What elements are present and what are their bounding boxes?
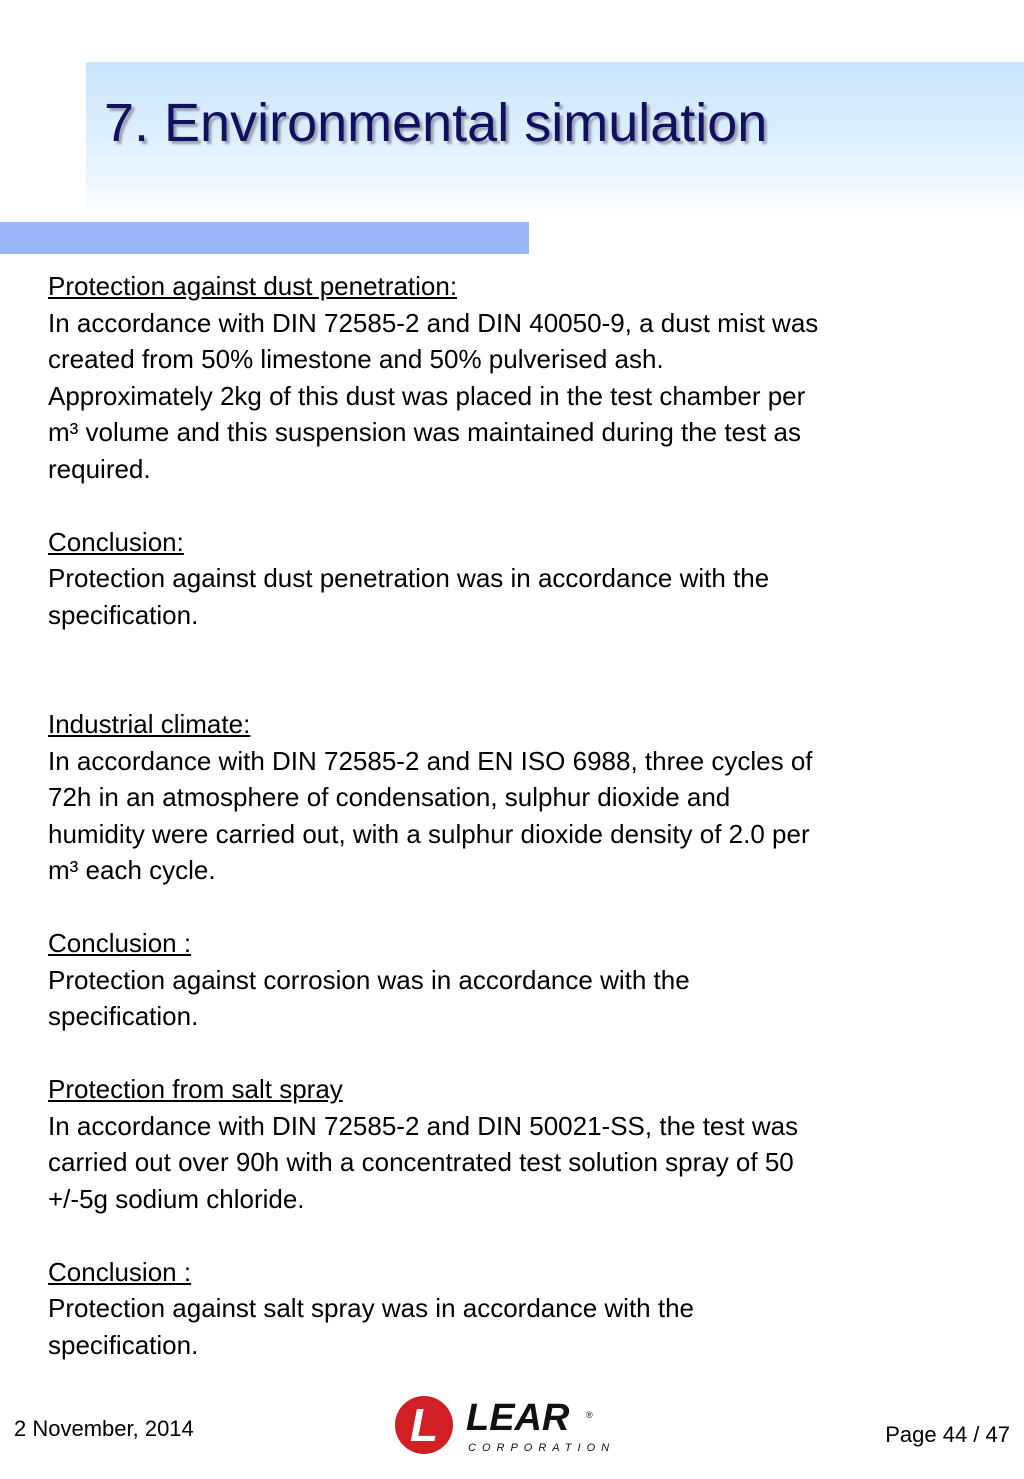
section-heading-conclusion-dust: Conclusion: <box>48 526 184 557</box>
page-number: Page 44 / 47 <box>885 1422 1010 1447</box>
section-heading-conclusion-salt: Conclusion : <box>48 1256 192 1287</box>
body-line: In accordance with DIN 72585-2 and DIN 50021-SS, the test was <box>48 1110 799 1141</box>
page-title: 7. Environmental simulation <box>104 93 768 153</box>
body-line: specification. <box>48 599 199 630</box>
lear-logo-subtext: CORPORATION <box>468 1442 616 1454</box>
body-line: required. <box>48 453 151 484</box>
body-line: created from 50% limestone and 50% pulverised ash. <box>48 344 664 374</box>
spacer <box>48 487 978 524</box>
body-line: 72h in an atmosphere of condensation, sulphur dioxide and <box>48 782 731 812</box>
document-body <box>48 268 978 1363</box>
title-accent-bar <box>0 222 529 254</box>
body-line: specification. <box>48 1329 199 1360</box>
body-line: Protection against corrosion was in accordance with the <box>48 964 690 995</box>
section-heading-dust: Protection against dust penetration: <box>48 271 458 301</box>
footer-date: 2 November, 2014 <box>14 1416 194 1441</box>
body-line: In accordance with DIN 72585-2 and DIN 40050-9, a dust mist was <box>48 307 819 338</box>
body-line: Approximately 2kg of this dust was placed in the test chamber per <box>48 380 806 411</box>
section-heading-salt-spray: Protection from salt spray <box>48 1074 343 1104</box>
body-line: carried out over 90h with a concentrated test solution spray of 50 <box>48 1147 794 1177</box>
body-line: humidity were carried out, with a sulphur dioxide density of 2.0 per <box>48 818 810 849</box>
lear-logo-mark: L <box>409 1399 439 1451</box>
spacer <box>48 1217 978 1254</box>
body-line: +/-5g sodium chloride. <box>48 1183 305 1214</box>
spacer <box>48 633 978 706</box>
body-line: m³ each cycle. <box>48 855 216 885</box>
body-line: In accordance with DIN 72585-2 and EN ISO 6988, three cycles of <box>48 745 813 776</box>
spacer <box>48 889 978 926</box>
lear-logo <box>394 1390 626 1460</box>
section-heading-industrial-climate: Industrial climate: <box>48 709 251 739</box>
lear-logo-registered: ® <box>586 1410 593 1420</box>
lear-logo-wordmark: LEAR <box>466 1397 570 1439</box>
body-line: Protection against dust penetration was in accordance with the <box>48 563 770 593</box>
section-heading-conclusion-corrosion: Conclusion : <box>48 928 192 958</box>
spacer <box>48 1035 978 1072</box>
body-line: specification. <box>48 1001 199 1031</box>
body-line: Protection against salt spray was in accordance with the <box>48 1293 695 1323</box>
body-line: m³ volume and this suspension was maintained during the test as <box>48 417 801 447</box>
